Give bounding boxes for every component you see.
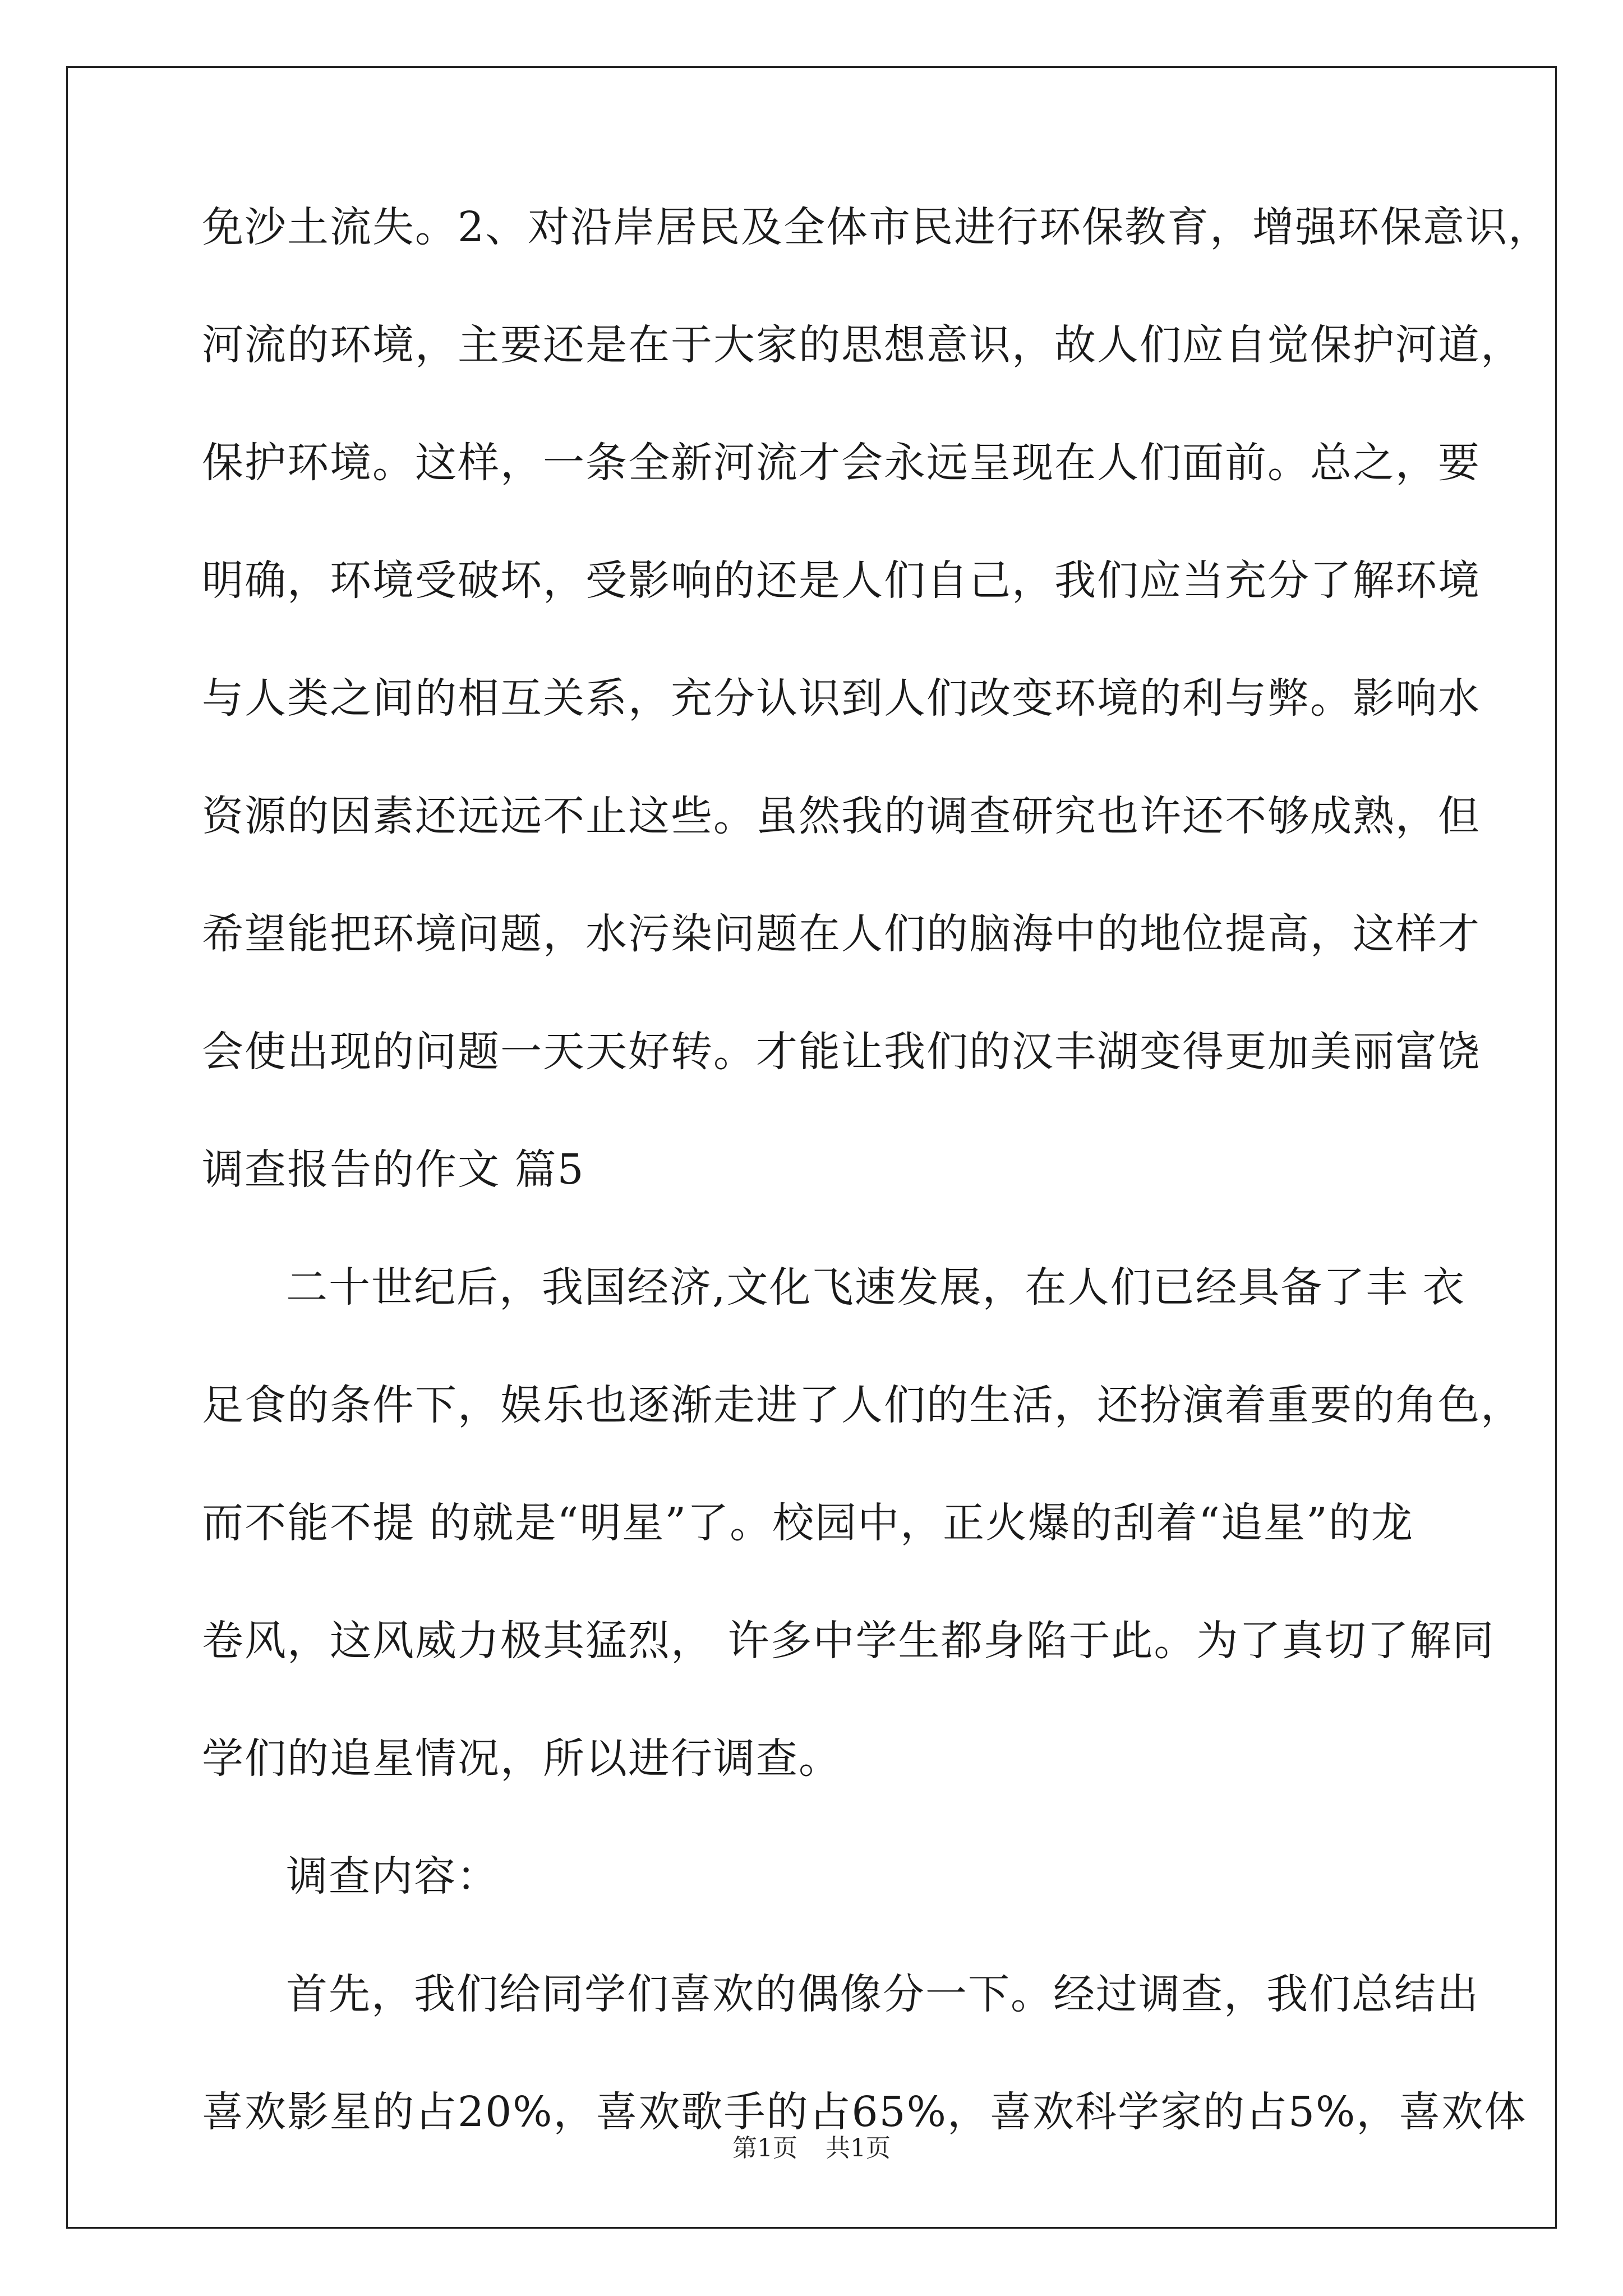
text-line: 免沙土流失。2、对沿岸居民及全体市民进行环保教育，增强环保意识，	[202, 203, 1551, 251]
text-line: 足食的条件下，娱乐也逐渐走进了人们的生活，还扮演着重要的角色，	[202, 1381, 1523, 1429]
text-line: 学们的追星情况，所以进行调查。	[202, 1734, 841, 1783]
subheading: 调查内容：	[286, 1852, 499, 1901]
document-body	[202, 199, 1551, 2202]
text-line: 与人类之间的相互关系，充分认识到人们改变环境的利与弊。影响水	[202, 674, 1481, 723]
text-line: 河流的环境，主要还是在于大家的思想意识，故人们应自觉保护河道，	[202, 321, 1523, 369]
text-line: 保护环境。这样，一条全新河流才会永远呈现在人们面前。总之，要	[202, 439, 1481, 487]
text-line: 而不能不提 的就是“明星”了。校园中，正火爆的刮着“追星”的龙	[202, 1499, 1414, 1547]
paragraph-first-line: 首先，我们给同学们喜欢的偶像分一下。经过调查，我们总结出	[286, 1970, 1479, 2018]
text-line: 希望能把环境问题，水污染问题在人们的脑海中的地位提高，这样才	[202, 910, 1481, 958]
text-line: 会使出现的问题一天天好转。才能让我们的汉丰湖变得更加美丽富饶	[202, 1028, 1481, 1076]
paragraph-first-line: 二十世纪后，我国经济,文化飞速发展，在人们已经具备了丰 衣	[286, 1263, 1466, 1312]
text-line: 明确，环境受破坏，受影响的还是人们自己，我们应当充分了解环境	[202, 556, 1481, 605]
section-heading: 调查报告的作文 篇5	[202, 1145, 585, 1194]
text-line: 卷风，这风威力极其猛烈， 许多中学生都身陷于此。为了真切了解同	[202, 1617, 1495, 1665]
text-line: 喜欢影星的占20%，喜欢歌手的占65%，喜欢科学家的占5%，喜欢体	[202, 2088, 1527, 2136]
text-line: 资源的因素还远远不止这些。虽然我的调查研究也许还不够成熟，但	[202, 792, 1481, 840]
page-total: 共1页	[826, 2134, 891, 2162]
page-footer	[0, 2132, 1623, 2165]
page-number: 第1页	[732, 2134, 797, 2162]
